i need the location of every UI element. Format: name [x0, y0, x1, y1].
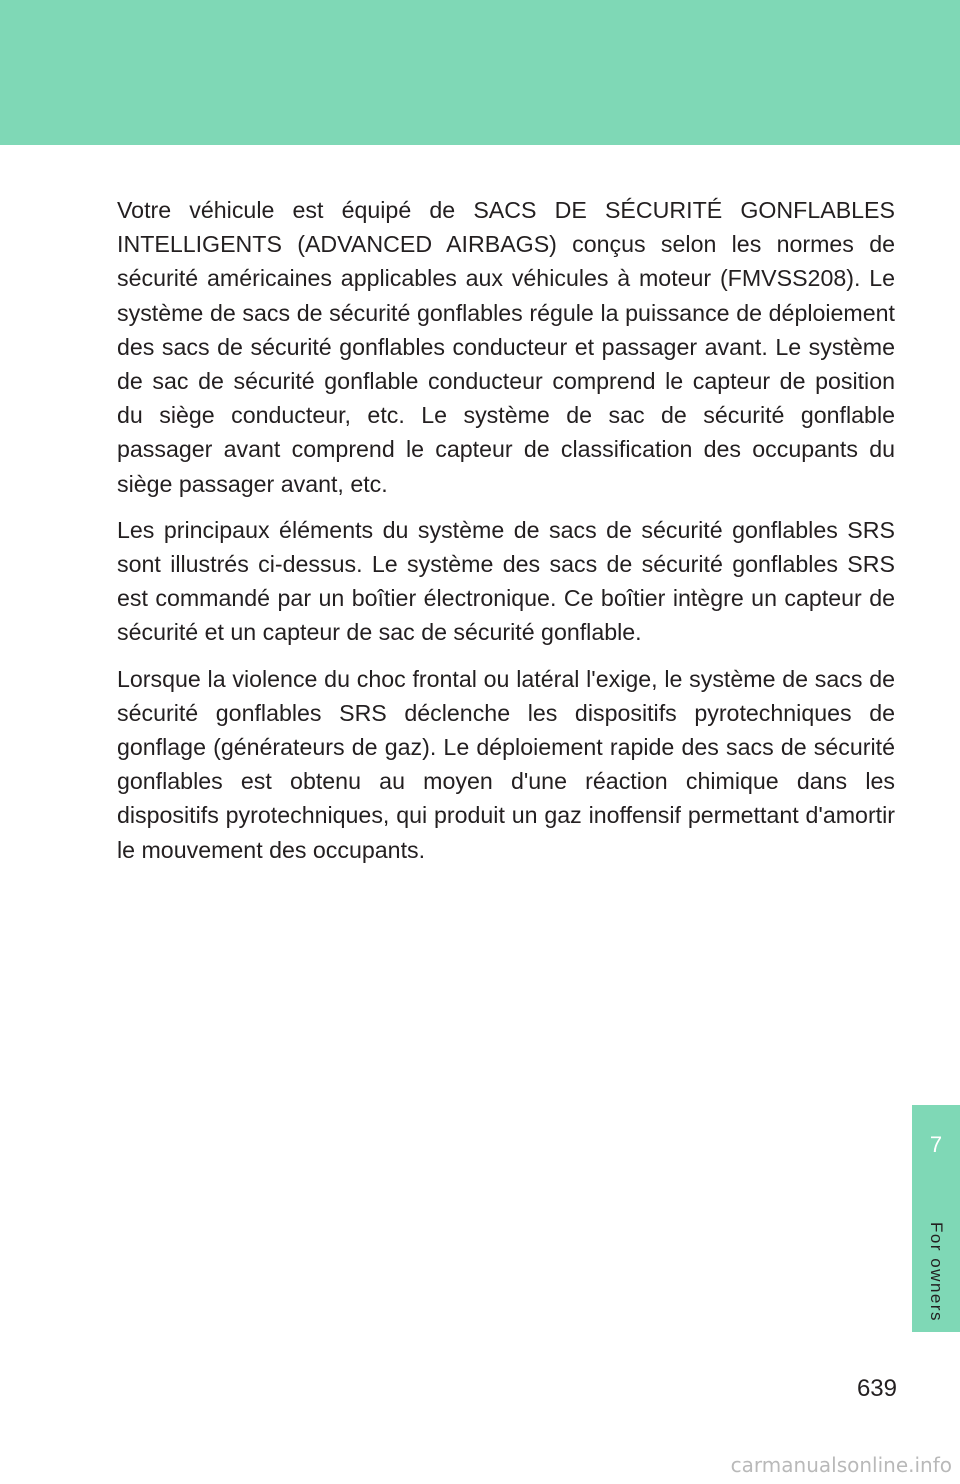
- paragraph-advanced-airbags: Votre véhicule est équipé de SACS DE SÉCURITÉ GONFLABLES INTELLIGENTS (ADVANCED AIRBAGS) conçus selon les normes de sécurité américaines applicables aux véhicules à moteur (FMVSS208). Le système de sacs de sécurité gonflables régule la puissance de déploiement des sacs de sécurité gonflables conducteur et passager avant. Le système de sac de sécurité gonflable conducteur comprend le capteur de position du siège conducteur, etc. Le système de sac de sécurité gonflable passager avant comprend le capteur de classification des occupants du siège passager avant, etc.: [117, 197, 895, 497]
- chapter-label: For owners: [927, 1221, 946, 1323]
- header-band: [0, 0, 960, 145]
- page-number: 639: [856, 1375, 897, 1402]
- paragraph-deployment: Lorsque la violence du choc frontal ou latéral l'exige, le système de sacs de sécurité gonflables SRS déclenche les dispositifs pyrotechniques de gonflage (générateurs de gaz). Le déploiement rapide des sacs de sécurité gonflables est obtenu au moyen d'une réaction chimique dans les dispositifs pyrotechniques, qui produit un gaz inoffensif permettant d'amortir le mouvement des occupants.: [117, 665, 895, 863]
- paragraph-srs-components: Les principaux éléments du système de sacs de sécurité gonflables SRS sont illustrés ci-dessus. Le système des sacs de sécurité gonflables SRS est commandé par un boîtier électronique. Ce boîtier intègre un capteur de sécurité et un capteur de sac de sécurité gonflable.: [117, 516, 895, 646]
- chapter-number: 7: [929, 1132, 943, 1157]
- body-text: [117, 193, 895, 867]
- watermark[interactable]: carmanualsonline.info: [730, 1453, 952, 1477]
